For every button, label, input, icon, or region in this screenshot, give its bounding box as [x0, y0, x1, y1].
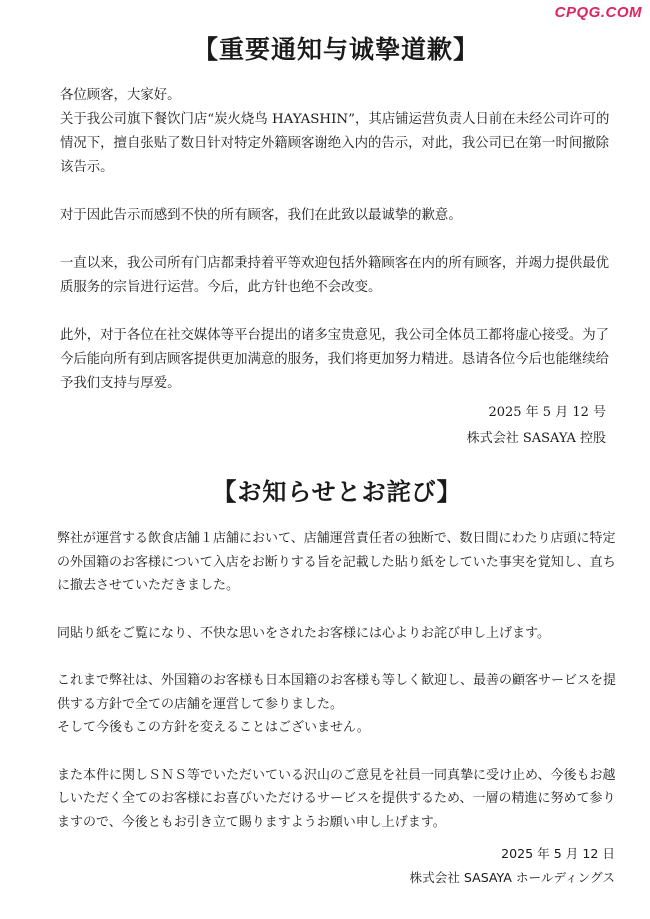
- japanese-paragraph-4: また本件に関しＳＮＳ等でいただいている沢山のご意見を社員一同真摯に受け止め、今後もお越しいただく全てのお客様にお喜びいただけるサービスを提供するため、一層の精進に努めて参りますので、今後ともお引き立て賜りますようお願い申し上げます。: [57, 767, 616, 830]
- chinese-notice: [60, 30, 612, 452]
- japanese-notice: [57, 472, 617, 890]
- watermark-logo: CPQG.COM: [554, 4, 642, 21]
- chinese-paragraph-3: 一直以来，我公司所有门店都秉持着平等欢迎包括外籍顾客在内的所有顾客，并竭力提供最优质服务的宗旨进行运营。今后，此方针也绝不会改变。: [60, 256, 610, 295]
- chinese-paragraph-2: 对于因此告示而感到不快的所有顾客，我们在此致以最诚挚的歉意。: [60, 208, 462, 223]
- chinese-company: 株式会社 SASAYA 控股: [466, 431, 606, 446]
- chinese-notice-title: 【重要通知与诚挚道歉】: [192, 35, 479, 64]
- japanese-paragraph-2: 同貼り紙をご覧になり、不快な思いをされたお客様には心よりお詫び申し上げます。: [57, 625, 550, 641]
- japanese-paragraph-1: 弊社が運営する飲食店舗１店舗において、店舗運営責任者の独断で、数日間にわたり店頭に特定の外国籍のお客様について入店をお断りする旨を記載した貼り紙をしていた事実を覚知し、直ちに撤去させていただきました。: [57, 531, 616, 593]
- japanese-date: 2025 年 5 月 12 日: [501, 846, 615, 861]
- japanese-company: 株式会社 SASAYA ホールディングス: [409, 870, 615, 885]
- chinese-paragraph-1: 关于我公司旗下餐饮门店“炭火烧鸟 HAYASHIN”，其店铺运营负责人日前在未经公司许可的情况下，擅自张贴了数日针对特定外籍顾客谢绝入内的告示，对此，我公司已在第一时间撤除该告示。: [60, 112, 610, 175]
- japanese-paragraph-3b: そして今後もこの方針を変えることはございません。: [57, 720, 370, 735]
- chinese-greeting: 各位顾客，大家好。: [60, 88, 181, 103]
- japanese-paragraph-3a: これまで弊社は、外国籍のお客様も日本国籍のお客様も等しく歓迎し、最善の顧客サービスを提供する方針で全ての店舗を運営して参りました。: [57, 673, 617, 712]
- japanese-signature: [57, 842, 617, 890]
- chinese-paragraph-4: 此外，对于各位在社交媒体等平台提出的诸多宝贵意见，我公司全体员工都将虚心接受。为了今后能向所有到店顾客提供更加满意的服务，我们将更加努力精进。恳请各位今后也能继续给予我们支持与厚爱。: [60, 328, 610, 391]
- chinese-signature: [60, 400, 612, 452]
- japanese-notice-title: 【お知らせとお詫び】: [212, 478, 462, 506]
- chinese-date: 2025 年 5 月 12 号: [488, 405, 606, 420]
